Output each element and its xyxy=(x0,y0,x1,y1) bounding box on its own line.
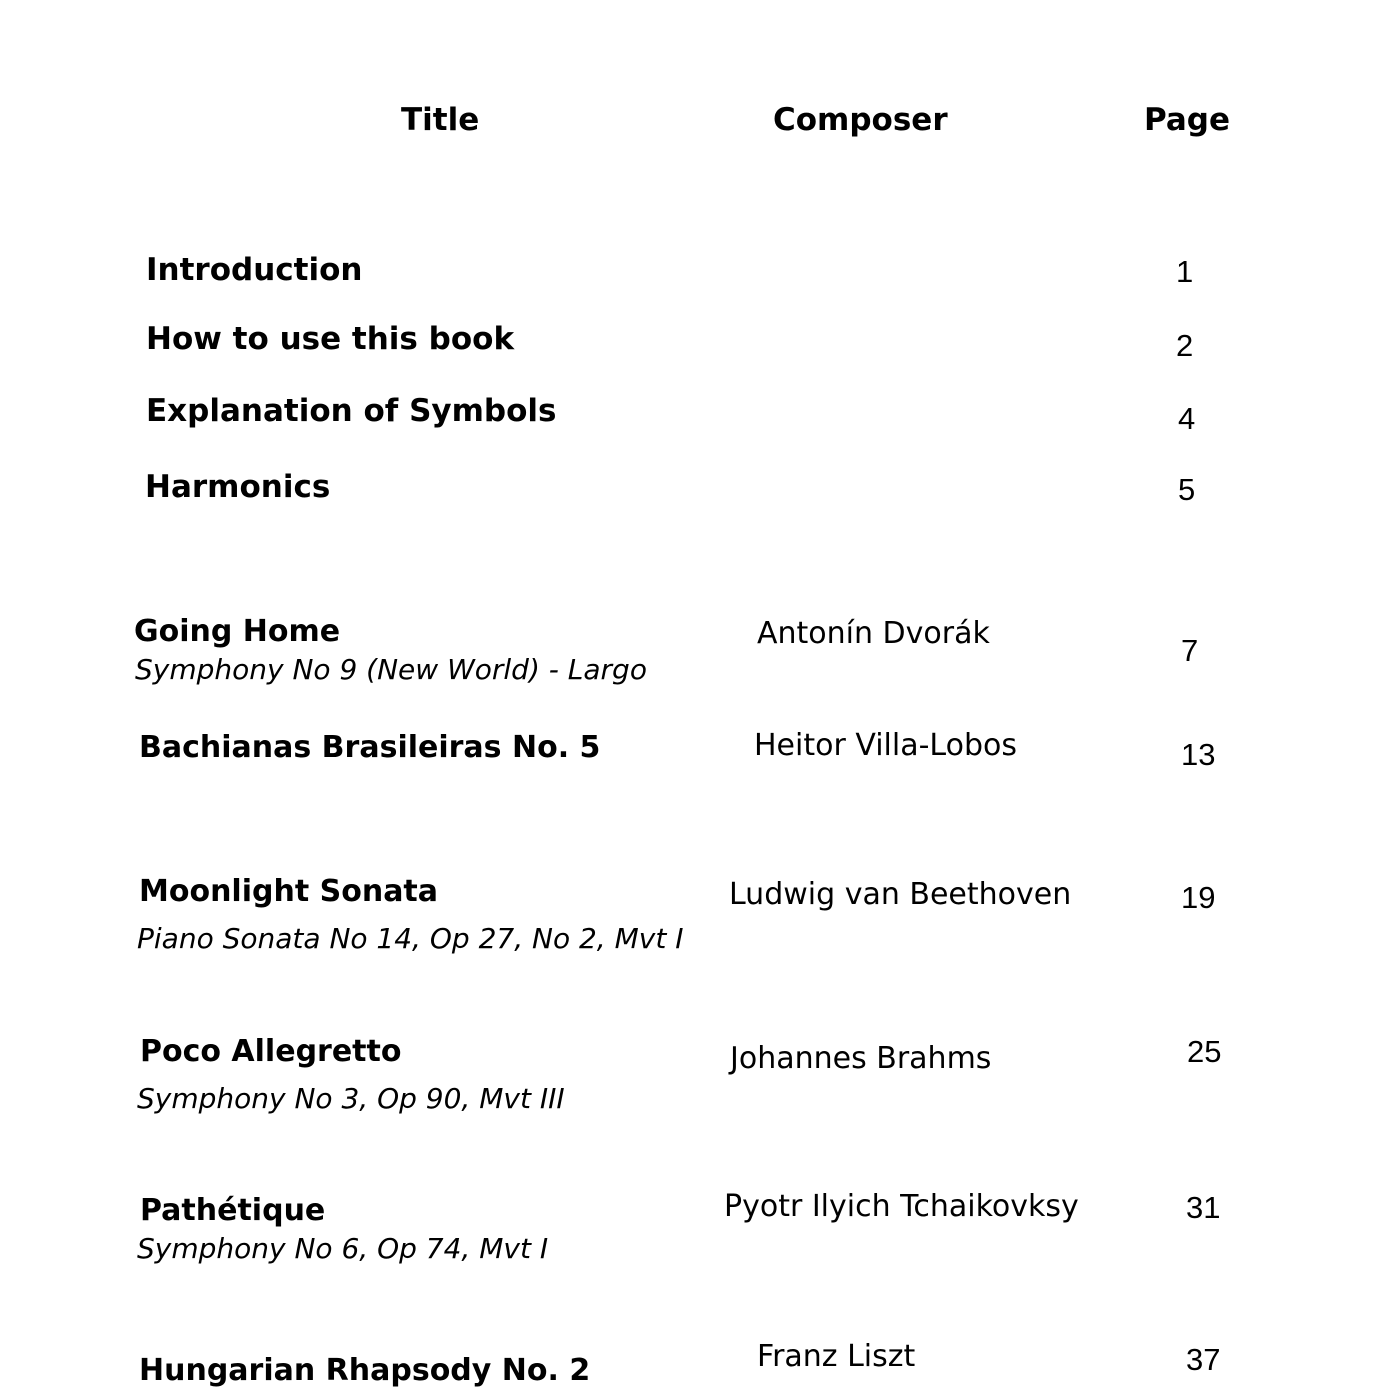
piece-title: Bachianas Brasileiras No. 5 xyxy=(139,730,601,765)
piece-composer: Ludwig van Beethoven xyxy=(729,877,1072,912)
column-header-page: Page xyxy=(1144,102,1231,138)
toc-entry-title: How to use this book xyxy=(146,321,515,357)
piece-title: Pathétique xyxy=(140,1193,326,1228)
toc-entry-page: 2 xyxy=(1176,328,1194,363)
toc-entry-page: 5 xyxy=(1178,472,1196,507)
piece-title: Moonlight Sonata xyxy=(139,874,439,909)
piece-page: 31 xyxy=(1186,1190,1221,1225)
piece-subtitle: Symphony No 6, Op 74, Mvt I xyxy=(137,1232,549,1265)
column-header-title: Title xyxy=(401,102,480,138)
piece-composer: Franz Liszt xyxy=(757,1339,916,1374)
piece-composer: Antonín Dvorák xyxy=(757,616,990,651)
toc-entry-title: Introduction xyxy=(146,252,363,288)
piece-subtitle: Symphony No 9 (New World) - Largo xyxy=(135,653,647,686)
piece-subtitle: Symphony No 3, Op 90, Mvt III xyxy=(137,1082,565,1115)
piece-page: 13 xyxy=(1181,737,1216,772)
piece-page: 25 xyxy=(1187,1034,1222,1069)
piece-composer: Pyotr Ilyich Tchaikovksy xyxy=(724,1189,1079,1224)
piece-composer: Heitor Villa-Lobos xyxy=(754,728,1017,763)
piece-title: Poco Allegretto xyxy=(140,1034,402,1069)
piece-subtitle: Piano Sonata No 14, Op 27, No 2, Mvt I xyxy=(137,922,684,955)
toc-entry-page: 4 xyxy=(1178,401,1196,436)
piece-page: 37 xyxy=(1186,1342,1221,1377)
toc-entry-title: Harmonics xyxy=(145,469,331,505)
piece-composer: Johannes Brahms xyxy=(730,1041,992,1076)
toc-entry-page: 1 xyxy=(1176,254,1194,289)
piece-title: Hungarian Rhapsody No. 2 xyxy=(139,1353,591,1388)
piece-page: 7 xyxy=(1181,633,1199,668)
piece-page: 19 xyxy=(1181,880,1216,915)
toc-entry-title: Explanation of Symbols xyxy=(146,393,557,429)
column-header-composer: Composer xyxy=(773,102,948,138)
piece-title: Going Home xyxy=(134,614,341,649)
